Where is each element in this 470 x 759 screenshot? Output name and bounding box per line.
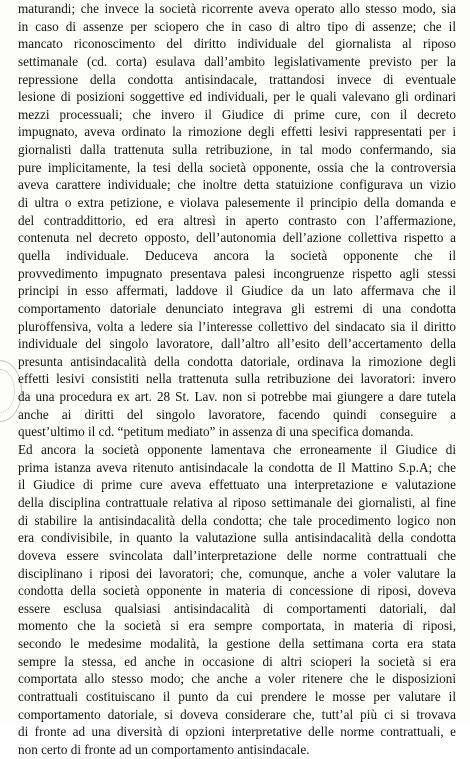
text-line: presunta antisindacalità della condotta datoriale, ordinava la rimozione degli — [18, 353, 456, 369]
text-line: secondo le medesime modalità, la gestione della settimana corta era stata — [18, 636, 456, 652]
text-line: da una procedura ex art. 28 St. Lav. non si potrebbe mai giungere a dare tutela — [18, 389, 456, 405]
text-line: lesione di posizioni soggettive ed individuali, per le quali valevano gli ordinari — [18, 89, 456, 105]
text-line: pure implicitamente, la tesi della società opponente, ossia che la controversia — [18, 159, 456, 175]
text-line: di stabilire la antisindacalità della condotta; che tale procedimento logico non — [18, 512, 456, 528]
text-line: condotta della società opponente in materia di concessione di riposi, doveva — [18, 583, 456, 599]
text-line: anche ai diritti del singolo lavoratore, facendo quindi conseguire a — [18, 406, 456, 422]
text-line: individuale del singolo lavoratore, dall’altro all’esito dell’accertamento della — [18, 336, 456, 352]
text-line: giornalisti dalla trattenuta sulla retribuzione, in tal modo confermando, sia — [18, 142, 456, 158]
text-line: comportamento datoriale denunciato integrava gli estremi di una condotta — [18, 300, 456, 316]
text-line: quest’ultimo il cd. “petitum mediato” in assenza di una specifica domanda. — [18, 424, 414, 440]
text-line: mancato riconoscimento del diritto individuale del giornalista al riposo — [18, 36, 456, 52]
ink-stamp-ring — [0, 369, 15, 413]
text-line: principi in esso affermati, laddove il Giudice da un lato affermava che il — [18, 283, 456, 299]
text-line: repressione della condotta antisindacale, trattandosi invece di eventuale — [18, 71, 456, 87]
document-body — [18, 0, 456, 759]
text-line: comportata allo stesso modo; che anche a voler ritenere che le disposizioni — [18, 671, 456, 687]
text-line: momento che la società si era sempre comportata, in materia di riposi, — [18, 618, 456, 634]
text-line: mezzi processuali; che invero il Giudice di prime cure, con il decreto — [18, 106, 456, 122]
text-line: il Giudice di prime cure aveva effettuato una interpretazione e valutazione — [18, 477, 456, 493]
text-line: essere esclusa qualsiasi antisindacalità di comportamenti datoriali, dal — [18, 600, 456, 616]
text-line: impugnato, aveva ordinato la rimozione degli effetti lesivi rappresentati per i — [18, 124, 456, 140]
text-line: di fronte ad una diversità di opzioni interpretative delle norme contrattuali, e — [18, 724, 456, 740]
text-line: sempre la stessa, ed anche in occasione di altri scioperi la società si era — [18, 653, 456, 669]
text-line: di ultra o extra petizione, e violava palesemente il principio della domanda e — [18, 195, 456, 211]
text-line: disciplinano i riposi dei lavoratori; che, comunque, anche a voler valutare la — [18, 565, 456, 581]
text-line: maturandi; che invece la società ricorrente aveva operato allo stesso modo, sia — [18, 1, 456, 16]
text-line: comportamento datoriale, si doveva considerare che, tutt’al più ci si trovava — [18, 706, 456, 722]
text-line: quella individuale. Deduceva ancora la società opponente che il — [18, 247, 456, 263]
text-line: provvedimento impugnato presentava palesi incongruenze rispetto agli stessi — [18, 265, 456, 281]
text-line: del contraddittorio, ed era altresì in aperto contrasto con l’affermazione, — [18, 212, 456, 228]
text-line: effetti lesivi consistiti nella trattenuta sulla retribuzione dei lavoratori: invero — [18, 371, 456, 387]
text-line: Ed ancora la società opponente lamentava che erroneamente il Giudice di — [18, 442, 456, 458]
text-line: non certo di fronte ad un comportamento antisindacale. — [18, 741, 310, 757]
text-line: pluroffensiva, volta a ledere sia l’interesse collettivo del sindacato sia il diritto — [18, 318, 456, 334]
text-line: doveva essere svincolata dall’interpretazione delle norme contrattuali che — [18, 547, 456, 563]
text-line: era condivisibile, in quanto la valutazione sulla antisindacalità della condotta — [18, 530, 456, 546]
text-line: settimanale (cd. corta) esulava dall’ambito legislativamente previsto per la — [18, 53, 456, 69]
text-line: prima istanza aveva ritenuto antisindacale la condotta de Il Mattino S.p.A; che — [18, 459, 456, 475]
text-line: contrattuali costituiscano il punto da cui prendere le mosse per valutare il — [18, 688, 456, 704]
text-line: della disciplina contrattuale relativa al riposo settimanale dei giornalisti, al fine — [18, 494, 456, 510]
text-line: aveva carattere individuale; che inoltre detta statuizione configurava un vizio — [18, 177, 456, 193]
text-line: contenuta nel decreto opposto, dell’autonomia dell’azione collettiva rispetto a — [18, 230, 456, 246]
text-line: in caso di assenze per sciopero che in caso di altro tipo di assenze; che il — [18, 18, 456, 34]
